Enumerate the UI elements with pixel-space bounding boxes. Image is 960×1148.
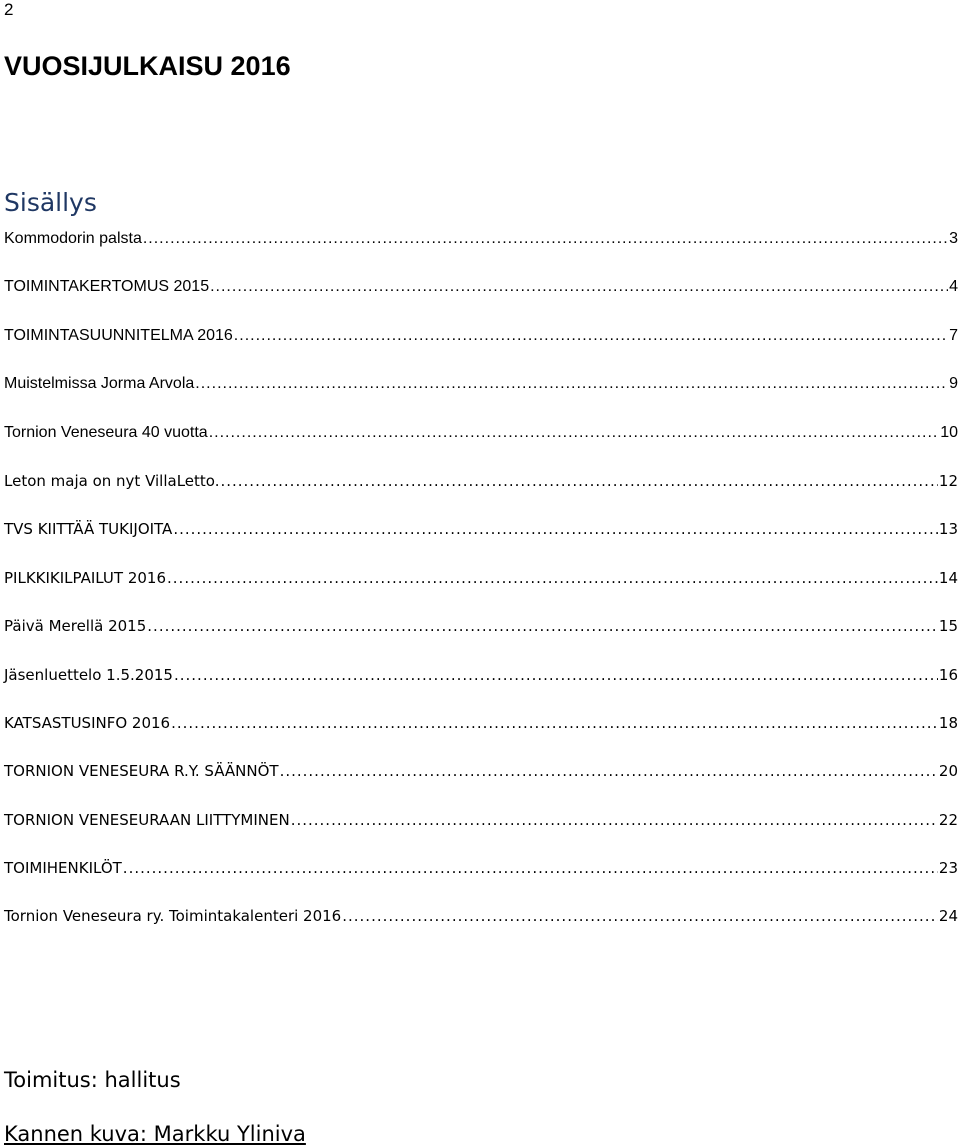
toc-entry[interactable] — [4, 903, 958, 951]
toc-leader-dots — [171, 710, 938, 736]
toc-entry-label: Leton maja on nyt VillaLetto. — [4, 471, 220, 490]
toc-entry[interactable] — [4, 613, 958, 661]
page-number: 2 — [4, 0, 14, 19]
toc-entry[interactable] — [4, 758, 958, 806]
toc-entry-page: 14 — [938, 568, 958, 587]
toc-leader-dots — [280, 758, 938, 784]
table-of-contents — [4, 226, 958, 952]
toc-entry-page: 22 — [938, 810, 958, 829]
toc-entry-label: Tornion Veneseura ry. Toimintakalenteri 2016 — [4, 907, 342, 926]
toc-entry-label: TORNION VENESEURA R.Y. SÄÄNNÖT — [4, 762, 279, 781]
toc-entry[interactable] — [4, 371, 958, 419]
toc-entry-page: 10 — [940, 423, 958, 441]
toc-leader-dots — [147, 613, 938, 639]
toc-entry-page: 13 — [938, 520, 958, 539]
toc-leader-dots — [195, 371, 948, 397]
toc-leader-dots — [234, 323, 948, 349]
toc-entry-label: TVS KIITTÄÄ TUKIJOITA — [4, 520, 173, 539]
toc-entry[interactable] — [4, 710, 958, 758]
toc-entry-page: 20 — [938, 762, 958, 781]
toc-entry-label: PILKKIKILPAILUT 2016 — [4, 568, 167, 587]
toc-entry-label: TOIMINTAKERTOMUS 2015 — [4, 278, 210, 296]
toc-leader-dots — [342, 903, 938, 929]
toc-entry[interactable] — [4, 274, 958, 322]
toc-entry-label: Päivä Merellä 2015 — [4, 617, 147, 636]
toc-entry-page: 3 — [949, 230, 958, 247]
toc-entry-label: Jäsenluettelo 1.5.2015 — [4, 665, 173, 684]
toc-entry-page: 12 — [938, 471, 958, 490]
toc-leader-dots — [143, 226, 948, 252]
toc-leader-dots — [167, 565, 938, 591]
editors-credit: Toimitus: hallitus — [4, 1068, 181, 1092]
toc-entry-page: 16 — [938, 665, 958, 684]
toc-leader-dots — [209, 420, 940, 446]
toc-entry[interactable] — [4, 662, 958, 710]
toc-heading: Sisällys — [4, 188, 97, 217]
toc-entry-label: TOIMINTASUUNNITELMA 2016 — [4, 326, 233, 344]
toc-leader-dots — [174, 662, 938, 688]
toc-entry[interactable] — [4, 807, 958, 855]
toc-entry-label: TOIMIHENKILÖT — [4, 859, 122, 878]
toc-entry-page: 23 — [938, 859, 958, 878]
toc-leader-dots — [123, 855, 938, 881]
toc-entry[interactable] — [4, 226, 958, 274]
toc-entry-page: 15 — [938, 617, 958, 636]
toc-entry[interactable] — [4, 565, 958, 613]
toc-entry-page: 18 — [938, 713, 958, 732]
toc-entry-label: Tornion Veneseura 40 vuotta — [4, 423, 208, 441]
toc-entry-label: TORNION VENESEURAAN LIITTYMINEN — [4, 810, 290, 829]
toc-leader-dots — [220, 468, 937, 494]
toc-entry-label: Kommodorin palsta — [4, 230, 142, 247]
toc-entry[interactable] — [4, 516, 958, 564]
toc-entry-page: 4 — [949, 278, 958, 296]
toc-leader-dots — [291, 807, 938, 833]
toc-entry-page: 9 — [949, 375, 958, 393]
toc-entry[interactable] — [4, 323, 958, 371]
toc-entry-page: 7 — [949, 326, 958, 344]
toc-entry-page: 24 — [938, 907, 958, 926]
toc-entry[interactable] — [4, 468, 958, 516]
toc-leader-dots — [173, 516, 938, 542]
cover-photo-credit: Kannen kuva: Markku Yliniva — [4, 1122, 306, 1146]
document-title: VUOSIJULKAISU 2016 — [4, 51, 291, 81]
toc-entry[interactable] — [4, 420, 958, 468]
toc-leader-dots — [210, 274, 948, 300]
toc-entry[interactable] — [4, 855, 958, 903]
toc-entry-label: KATSASTUSINFO 2016 — [4, 713, 171, 732]
toc-entry-label: Muistelmissa Jorma Arvola — [4, 375, 195, 393]
